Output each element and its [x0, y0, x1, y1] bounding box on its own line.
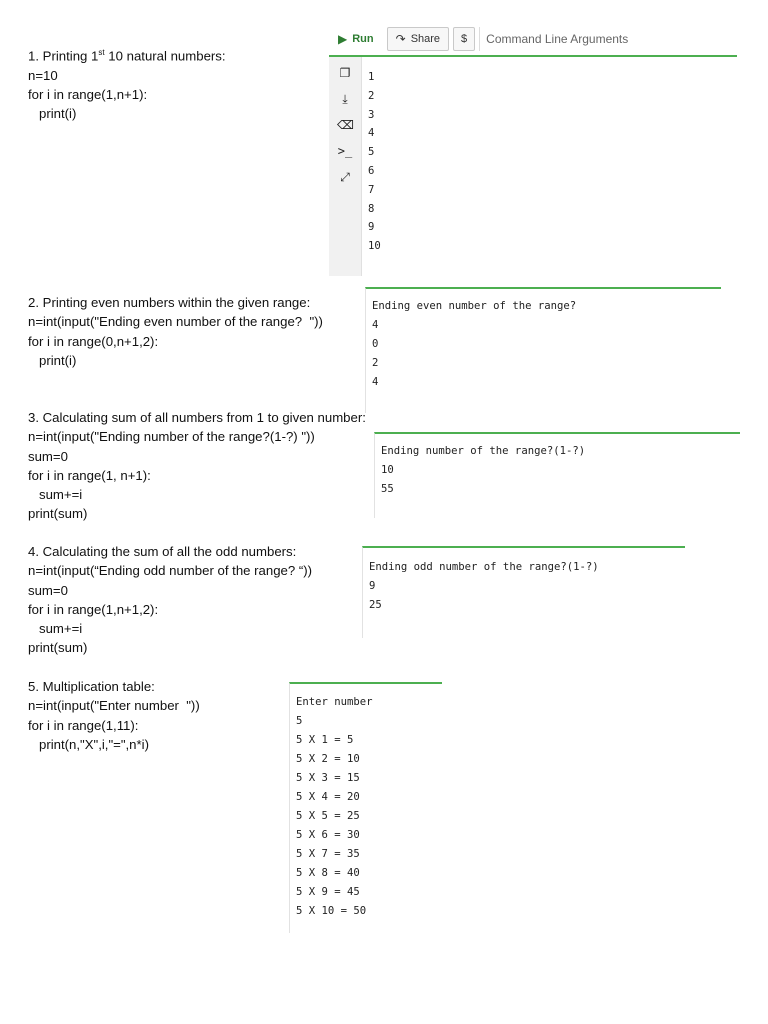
console-line: 10	[368, 240, 381, 253]
code-line: print(i)	[28, 352, 77, 368]
output-line: 5 X 5 = 25	[296, 810, 360, 822]
console-line: 8	[368, 202, 375, 215]
code-line: sum=0	[28, 582, 68, 598]
output-line: 4	[372, 319, 379, 331]
dollar-button[interactable]	[453, 27, 475, 51]
section-1-heading: 1. Printing 1st 10 natural numbers:	[28, 48, 226, 64]
output-line: 10	[381, 464, 394, 476]
section-4-output	[362, 546, 685, 638]
console-line: 1	[368, 71, 375, 83]
code-line: for i in range(1, n+1):	[28, 467, 151, 483]
console-line: 5	[368, 146, 375, 159]
output-line: 5 X 4 = 20	[296, 791, 360, 803]
command-line-arguments-input[interactable]: Command Line Arguments	[479, 27, 628, 51]
output-line: 0	[372, 338, 379, 350]
online-ide-panel	[329, 24, 737, 276]
code-line: print(i)	[28, 106, 77, 122]
dollar-label: $	[461, 33, 468, 45]
output-line: 5 X 10 = 50	[296, 905, 367, 917]
section-2-heading: 2. Printing even numbers within the given range:	[28, 295, 311, 310]
ide-toolbar	[329, 24, 737, 54]
code-line: print(sum)	[28, 640, 88, 656]
output-line: 5 X 9 = 45	[296, 886, 360, 898]
run-button[interactable]	[329, 27, 383, 51]
section-3-code	[28, 408, 366, 524]
output-line: Ending number of the range?(1-?)	[381, 445, 586, 457]
code-line: n=int(input("Ending number of the range?(1-?) "))	[28, 429, 315, 445]
code-line: print(n,"X",i,"=",n*i)	[28, 736, 149, 752]
console-line: 6	[368, 164, 375, 177]
share-label: Share	[410, 33, 441, 45]
section-5-heading: 5. Multiplication table:	[28, 679, 155, 694]
code-line: for i in range(1,n+1,2):	[28, 601, 159, 617]
run-label: Run	[352, 33, 374, 45]
code-line: n=int(input(“Ending odd number of the range? “))	[28, 563, 313, 579]
section-3-output	[374, 432, 740, 518]
play-icon: ▶	[338, 32, 348, 46]
output-line: Ending odd number of the range?(1-?)	[369, 561, 599, 573]
code-line: sum+=i	[28, 487, 83, 503]
share-icon: ↷	[395, 32, 406, 46]
output-line: 4	[372, 376, 379, 388]
output-line: 5	[296, 715, 303, 727]
code-line: for i in range(1,11):	[28, 717, 139, 733]
code-line: n=10	[28, 67, 58, 83]
output-line: 5 X 3 = 15	[296, 772, 360, 784]
download-icon[interactable]: ⤓	[342, 92, 348, 106]
console-line: 9	[368, 221, 375, 234]
output-line: 5 X 7 = 35	[296, 848, 360, 860]
code-line: n=int(input("Ending even number of the range? "))	[28, 314, 323, 330]
output-line: 5 X 8 = 40	[296, 867, 360, 879]
code-line: sum=0	[28, 448, 68, 464]
console-line: 3	[368, 108, 375, 121]
section-2-code	[28, 293, 323, 370]
ide-console-output	[368, 68, 381, 256]
code-line: print(sum)	[28, 506, 88, 522]
code-line: sum+=i	[28, 621, 83, 637]
output-line: 5 X 1 = 5	[296, 734, 354, 746]
output-line: Ending even number of the range?	[372, 300, 577, 312]
copy-icon[interactable]: ❐	[339, 66, 351, 80]
code-line: for i in range(1,n+1):	[28, 86, 148, 102]
output-line: 5 X 2 = 10	[296, 753, 360, 765]
section-1-code	[28, 43, 226, 124]
output-line: Enter number	[296, 696, 373, 708]
section-5-code	[28, 677, 200, 754]
section-4-code	[28, 542, 312, 658]
ide-divider	[329, 55, 737, 57]
code-line: for i in range(0,n+1,2):	[28, 333, 159, 349]
eraser-icon[interactable]: ⌫	[337, 118, 354, 132]
ide-sidebar	[329, 57, 362, 276]
output-line: 25	[369, 599, 382, 611]
section-2-output	[365, 287, 721, 413]
console-line: 4	[368, 127, 375, 140]
section-5-output	[289, 682, 442, 933]
code-line: n=int(input("Enter number "))	[28, 698, 200, 714]
expand-icon[interactable]: ⤢	[340, 170, 350, 184]
terminal-icon[interactable]: >_	[337, 144, 353, 158]
share-button[interactable]	[387, 27, 449, 51]
output-line: 9	[369, 580, 376, 592]
output-line: 5 X 6 = 30	[296, 829, 360, 841]
console-line: 2	[368, 89, 375, 102]
output-line: 2	[372, 357, 379, 369]
console-line: 7	[368, 183, 375, 196]
section-3-heading: 3. Calculating sum of all numbers from 1 to given number:	[28, 410, 366, 425]
section-4-heading: 4. Calculating the sum of all the odd numbers:	[28, 544, 297, 559]
output-line: 55	[381, 483, 394, 495]
